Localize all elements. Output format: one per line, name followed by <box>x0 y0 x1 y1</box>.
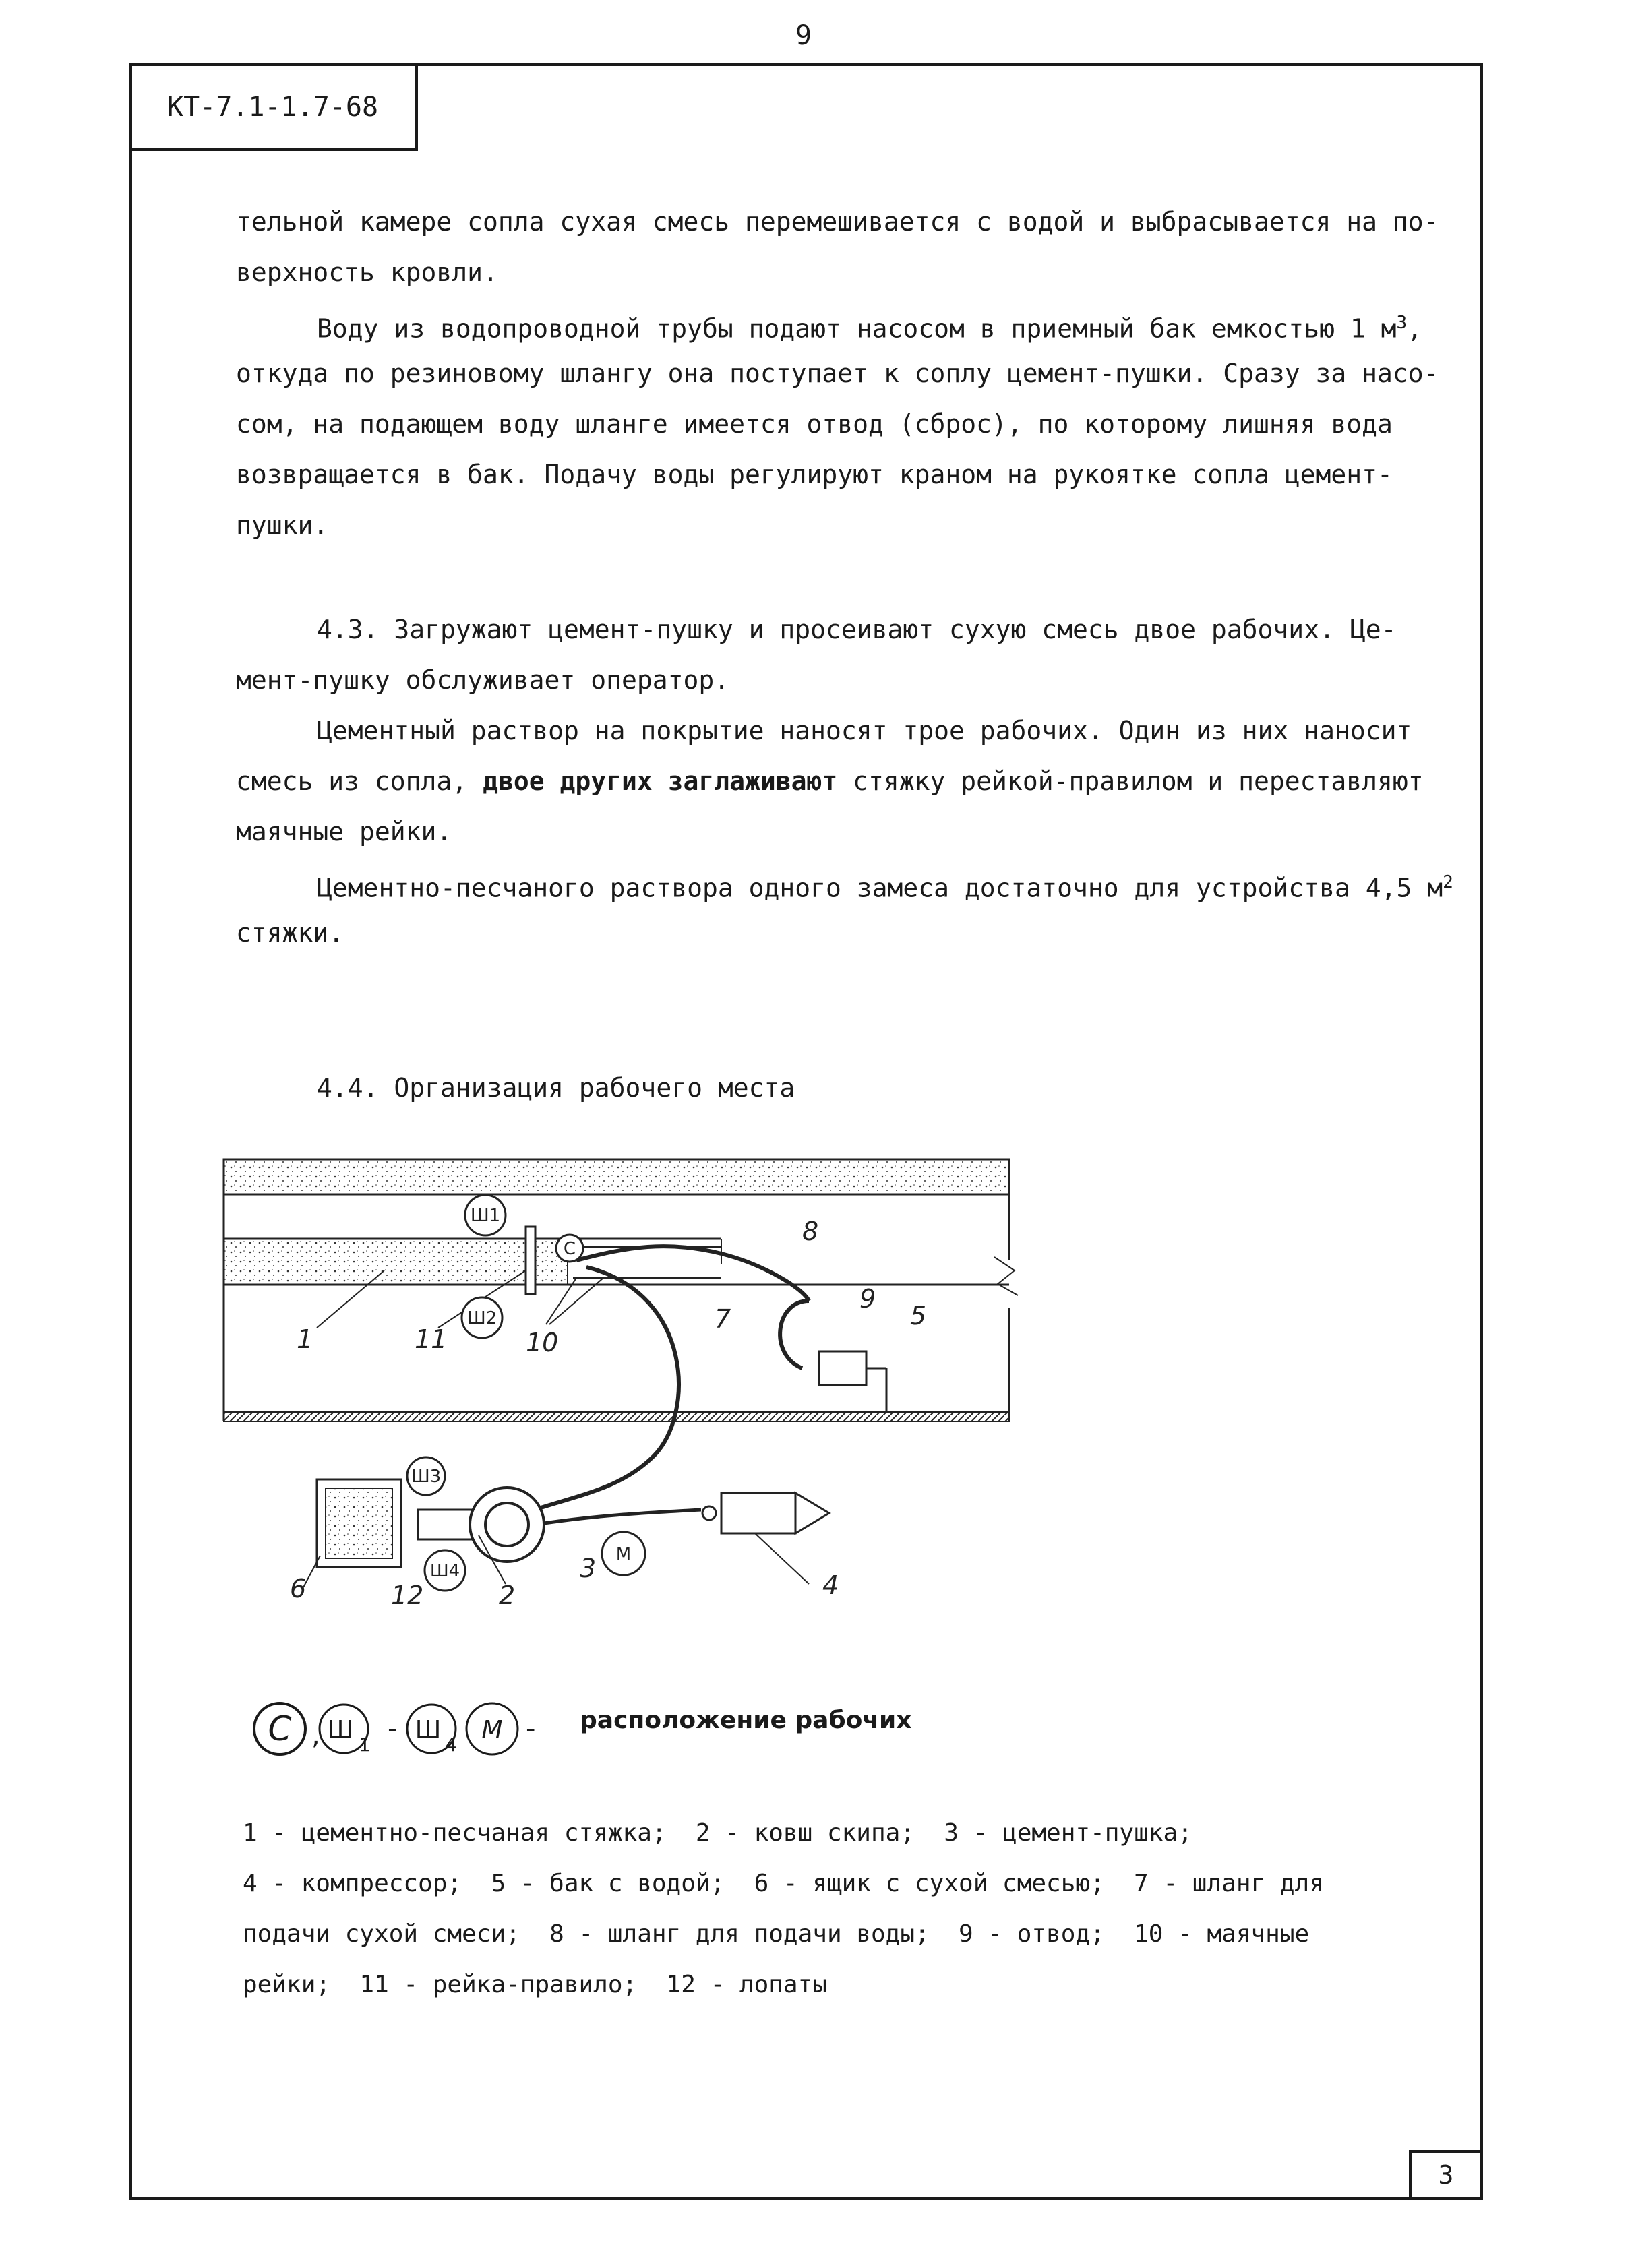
svg-text:12: 12 <box>391 1581 424 1604</box>
svg-text:Ш1: Ш1 <box>470 1206 501 1226</box>
svg-text:Ш4: Ш4 <box>429 1561 460 1581</box>
sheet-number: 3 <box>1409 2150 1483 2200</box>
floor <box>224 1412 1009 1421</box>
section-heading: 4.4. Организация рабочего места <box>317 1073 795 1103</box>
svg-text:Ш2: Ш2 <box>466 1308 497 1328</box>
svg-text:11: 11 <box>415 1324 448 1354</box>
svg-text:8: 8 <box>802 1217 819 1246</box>
svg-text:Ш: Ш <box>327 1716 354 1744</box>
svg-text:6: 6 <box>290 1574 307 1603</box>
text-line: тельной камере сопла сухая смесь перемешивается с водой и выбрасывается на по- <box>236 207 1439 237</box>
caption-line: 1 - цементно-песчаная стяжка; 2 - ковш скипа; 3 - цемент-пушка; <box>243 1819 1192 1847</box>
svg-text:5: 5 <box>910 1301 927 1330</box>
svg-text:1: 1 <box>297 1324 313 1354</box>
text-line: верхность кровли. <box>236 257 498 287</box>
text-line: 4.3. Загружают цемент-пушку и просеивают сухую смесь двое рабочих. Це- <box>317 615 1397 644</box>
document-code: КТ-7.1-1.7-68 <box>129 63 418 151</box>
text-line: мент-пушку обслуживает оператор. <box>236 665 730 695</box>
svg-text:М: М <box>481 1716 503 1744</box>
svg-text:9: 9 <box>859 1284 876 1314</box>
svg-text:7: 7 <box>715 1304 731 1334</box>
svg-text:Ш: Ш <box>415 1716 442 1744</box>
caption-line: подачи сухой смеси; 8 - шланг для подачи воды; 9 - отвод; 10 - маячные <box>243 1920 1310 1948</box>
text-line: стяжки. <box>236 918 344 948</box>
text-line: смесь из сопла, двое других заглаживают стяжку рейкой-правилом и переставляют <box>236 766 1424 796</box>
workplace-diagram <box>182 1146 1031 1604</box>
svg-text:Ш3: Ш3 <box>411 1467 442 1487</box>
svg-text:4: 4 <box>822 1570 839 1600</box>
svg-text:4: 4 <box>445 1734 457 1756</box>
legend-symbols <box>249 1692 566 1766</box>
svg-text:10: 10 <box>526 1328 559 1357</box>
caption-line: рейки; 11 - рейка-правило; 12 - лопаты <box>243 1971 827 1998</box>
svg-text:3: 3 <box>580 1554 597 1583</box>
svg-text:1: 1 <box>359 1734 371 1756</box>
caption-line: 4 - компрессор; 5 - бак с водой; 6 - ящик с сухой смесью; 7 - шланг для <box>243 1870 1324 1897</box>
text-line: возвращается в бак. Подачу воды регулируют краном на рукоятке сопла цемент- <box>236 460 1393 489</box>
text-line: откуда по резиновому шлангу она поступает к соплу цемент-пушки. Сразу за насо- <box>236 359 1439 388</box>
text-line: пушки. <box>236 510 329 540</box>
text-line: Цементно-песчаного раствора одного замеса достаточно для устройства 4,5 $м^2$ <box>317 872 1453 903</box>
svg-text:М: М <box>615 1544 632 1564</box>
roof-slab <box>224 1159 1009 1194</box>
svg-text:С: С <box>563 1239 576 1259</box>
svg-text:-: - <box>388 1713 398 1744</box>
svg-text:,: , <box>311 1720 320 1751</box>
text-line: маячные рейки. <box>236 817 452 847</box>
text-line: Воду из водопроводной трубы подают насосом в приемный бак емкостью 1 $м^3$, <box>317 313 1423 344</box>
text-line: Цементный раствор на покрытие наносят трое рабочих. Один из них наносит <box>317 716 1412 745</box>
svg-text:2: 2 <box>499 1581 516 1604</box>
page-number: 9 <box>795 20 812 51</box>
text-line: сом, на подающем воду шланге имеется отвод (сброс), по которому лишняя вода <box>236 409 1393 439</box>
screed <box>224 1239 568 1285</box>
legend-symbol-c: С <box>268 1709 292 1748</box>
legend-label: расположение рабочих <box>580 1707 912 1734</box>
svg-text:-: - <box>526 1713 536 1744</box>
